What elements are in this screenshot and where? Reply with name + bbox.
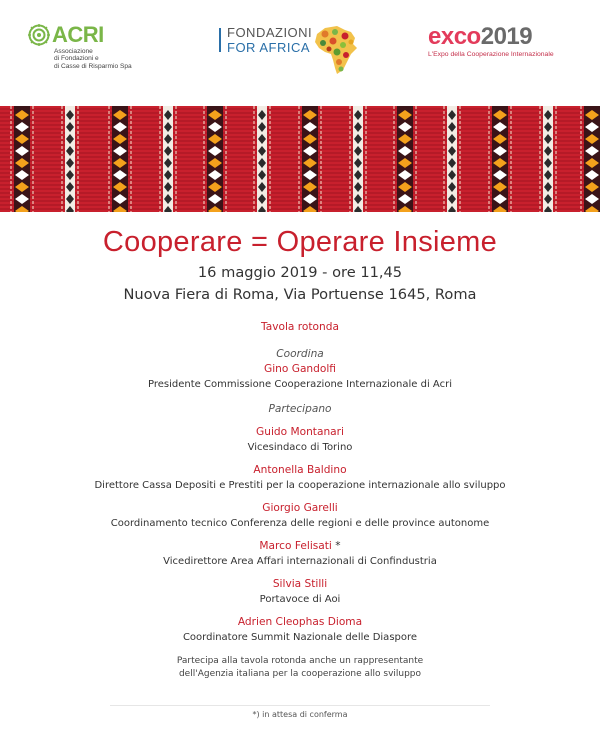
participant-name-text: Silvia Stilli [272,578,328,590]
participant-role: Vicedirettore Area Affari internazionali di Confindustria [163,556,437,567]
footnote-divider [110,705,490,706]
exco-wordmark [428,24,578,50]
participant [0,615,600,645]
participant [0,425,600,455]
participant-name [0,425,600,440]
participant-name [0,615,600,630]
participant-name [0,463,600,478]
fondazioni-for-africa-logo [219,24,369,79]
acri-subtitle-line: Associazione [54,48,93,55]
participant-name [0,539,600,554]
event-title: Cooperare = Operare Insieme [102,226,498,258]
ffa-line-1: FONDAZIONI [227,25,313,40]
moderator-label: Coordina [276,348,324,360]
fabric-pattern-image [0,106,600,212]
event-place: Nuova Fiera di Roma, Via Portuense 1645, Roma [123,286,477,303]
participant [0,539,600,569]
exco-tagline: L'Expo della Cooperazione Internazionale [428,51,554,58]
exco-ex: ex [428,23,454,50]
exco-co: co [453,23,481,50]
participant-name-text: Giorgio Garelli [262,502,338,514]
participant-name-text: Marco Felisati [259,540,332,552]
note-line-2: dell'Agenzia italiana per la cooperazione allo sviluppo [178,669,422,679]
participant-role: Coordinamento tecnico Conferenza delle regioni e delle province autonome [110,518,490,529]
africa-map-icon [311,24,361,76]
ffa-divider [219,28,221,52]
note-line-1: Partecipa alla tavola rotonda anche un rappresentante [176,656,424,666]
acri-emblem-icon [28,24,50,46]
fabric-banner [0,106,600,212]
participant-name [0,577,600,592]
participant [0,463,600,493]
acri-subtitle-line: di Fondazioni e [54,55,99,63]
event-date: 16 maggio 2019 - ore 11,45 [197,264,403,281]
acri-subtitle-line: di Casse di Risparmio Spa [54,62,132,70]
moderator-name: Gino Gandolfi [264,363,336,375]
confirmation-pending-mark: * [331,540,341,552]
footnote: *) in attesa di conferma [252,710,348,719]
participant-name-text: Guido Montanari [256,426,344,438]
participant-name [0,501,600,516]
participant-name-text: Antonella Baldino [253,464,347,476]
participants-label: Partecipano [268,403,332,415]
exco-year: 2019 [480,23,533,50]
acri-logo [28,22,138,72]
participant-name-text: Adrien Cleophas Dioma [237,616,363,628]
invitation-body [0,222,600,681]
participant [0,577,600,607]
participant [0,501,600,531]
participants-list [0,425,600,645]
acri-wordmark: ACRI [52,22,104,47]
exco-logo [428,24,578,64]
participant-role: Direttore Cassa Depositi e Prestiti per la cooperazione internazionale allo sviluppo [94,480,506,491]
ffa-line-2: FOR AFRICA [227,40,311,55]
moderator-role: Presidente Commissione Cooperazione Internazionale di Acri [148,379,452,390]
header-logos [0,0,600,105]
acri-subtitle [54,48,164,70]
participant-role: Coordinatore Summit Nazionale delle Diaspore [182,632,418,643]
section-title: Tavola rotonda [261,321,339,333]
participant-role: Vicesindaco di Torino [247,442,353,453]
participant-role: Portavoce di Aoi [259,594,341,605]
